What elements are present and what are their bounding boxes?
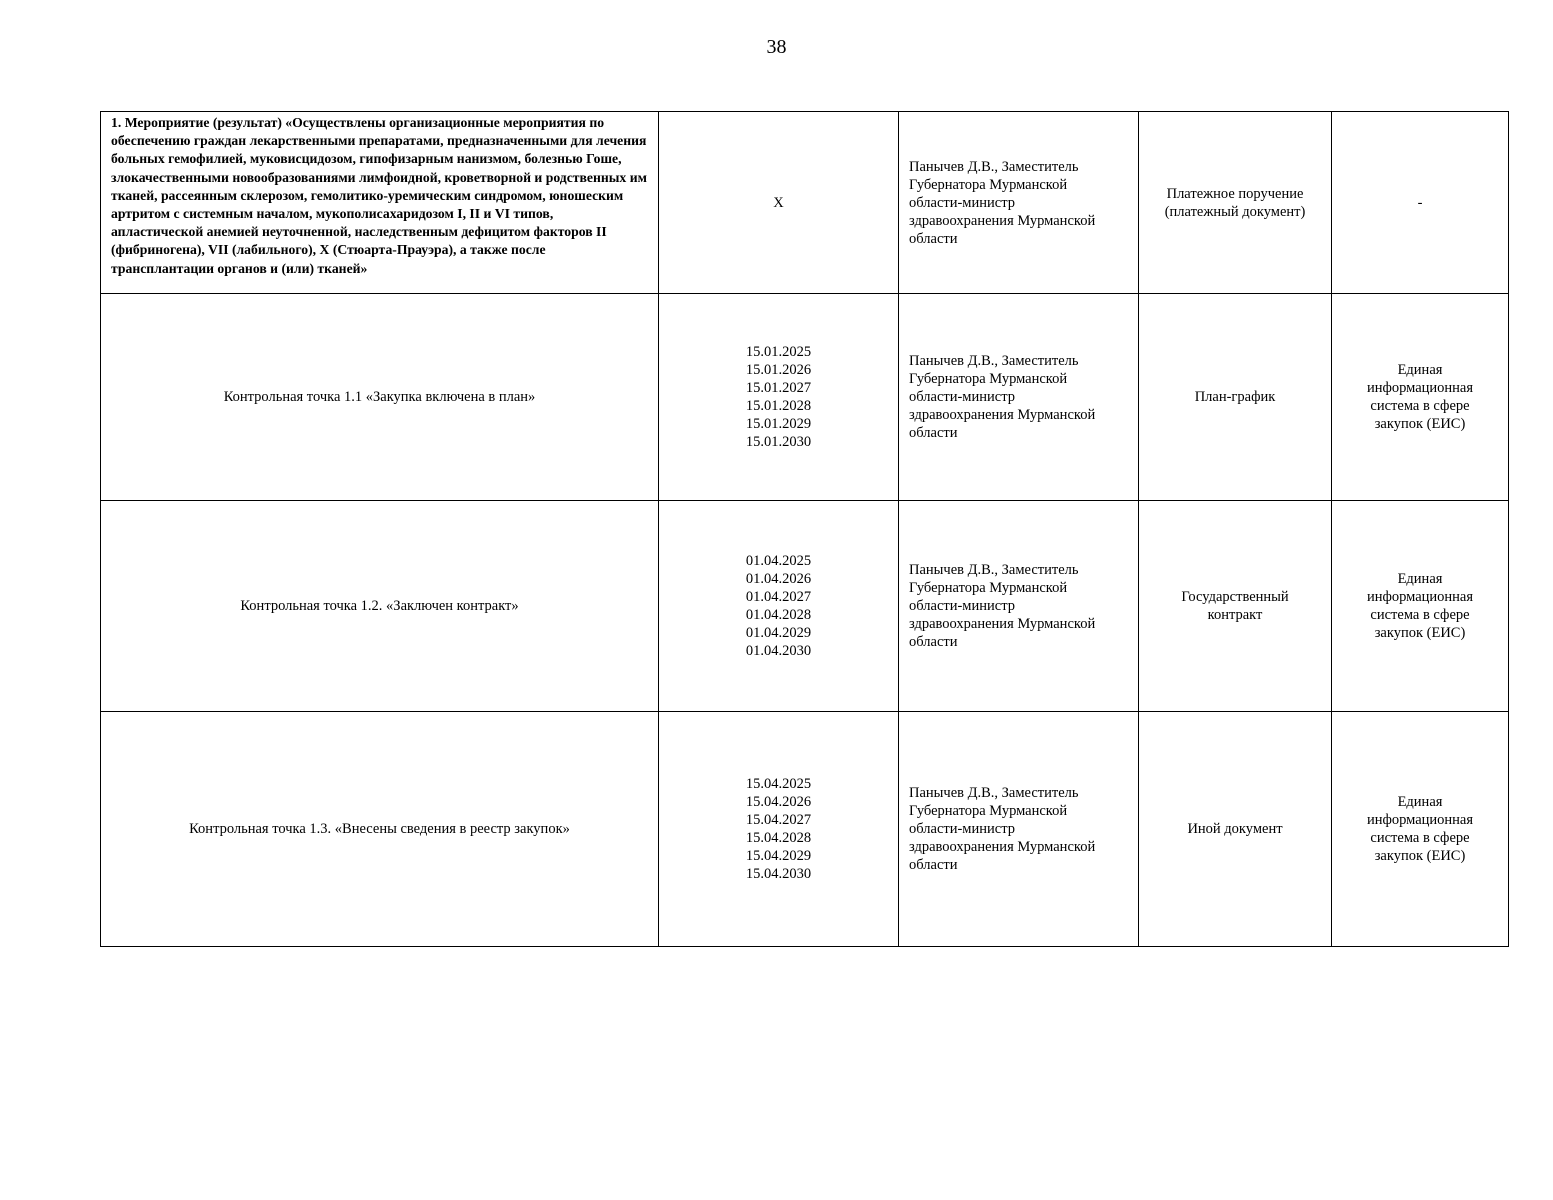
document-cell: Платежное поручение (платежный документ)	[1139, 112, 1332, 294]
control-point-name-cell: Контрольная точка 1.2. «Заключен контракт»	[101, 501, 659, 712]
responsible-cell: Панычев Д.В., Заместитель Губернатора Мурманской области-министр здравоохранения Мурманской области	[899, 501, 1139, 712]
dates-cell: X	[659, 112, 899, 294]
information-system-cell: Единая информационная система в сфере закупок (ЕИС)	[1332, 294, 1509, 501]
document-cell: План-график	[1139, 294, 1332, 501]
table-row-control-point-1-2	[101, 501, 1509, 712]
table-row-event-1	[101, 112, 1509, 294]
information-system-cell: Единая информационная система в сфере закупок (ЕИС)	[1332, 712, 1509, 947]
responsible-cell: Панычев Д.В., Заместитель Губернатора Мурманской области-министр здравоохранения Мурманской области	[899, 112, 1139, 294]
implementation-plan-table	[100, 111, 1509, 947]
information-system-cell: Единая информационная система в сфере закупок (ЕИС)	[1332, 501, 1509, 712]
dates-cell: 01.04.2025 01.04.2026 01.04.2027 01.04.2028 01.04.2029 01.04.2030	[659, 501, 899, 712]
responsible-cell: Панычев Д.В., Заместитель Губернатора Мурманской области-министр здравоохранения Мурманской области	[899, 294, 1139, 501]
control-point-name-cell: Контрольная точка 1.1 «Закупка включена в план»	[101, 294, 659, 501]
responsible-cell: Панычев Д.В., Заместитель Губернатора Мурманской области-министр здравоохранения Мурманской области	[899, 712, 1139, 947]
dates-cell: 15.04.2025 15.04.2026 15.04.2027 15.04.2028 15.04.2029 15.04.2030	[659, 712, 899, 947]
table-row-control-point-1-3	[101, 712, 1509, 947]
information-system-cell: -	[1332, 112, 1509, 294]
page-number: 38	[766, 36, 787, 58]
control-point-name-cell: Контрольная точка 1.3. «Внесены сведения в реестр закупок»	[101, 712, 659, 947]
event-name-cell: 1. Мероприятие (результат) «Осуществлены организационные мероприятия по обеспечению граждан лекарственными препаратами, предназначенными для лечения больных гемофилией, муковисцидозом, гипофизарным нанизмом, болезнью Гоше, злокачественными новообразованиями лимфоидной, кроветворной и родственных им тканей, рассеянным склерозом, гемолитико-уремическим синдромом, юношеским артритом с системным началом, мукополисахаридозом I, II и VI типов, апластической анемией неуточненной, наследственным дефицитом факторов II (фибриногена), VII (лабильного), X (Стюарта-Прауэра), а также после трансплантации органов и (или) тканей»	[101, 112, 659, 294]
dates-cell: 15.01.2025 15.01.2026 15.01.2027 15.01.2028 15.01.2029 15.01.2030	[659, 294, 899, 501]
document-cell: Государственный контракт	[1139, 501, 1332, 712]
table-row-control-point-1-1	[101, 294, 1509, 501]
document-cell: Иной документ	[1139, 712, 1332, 947]
